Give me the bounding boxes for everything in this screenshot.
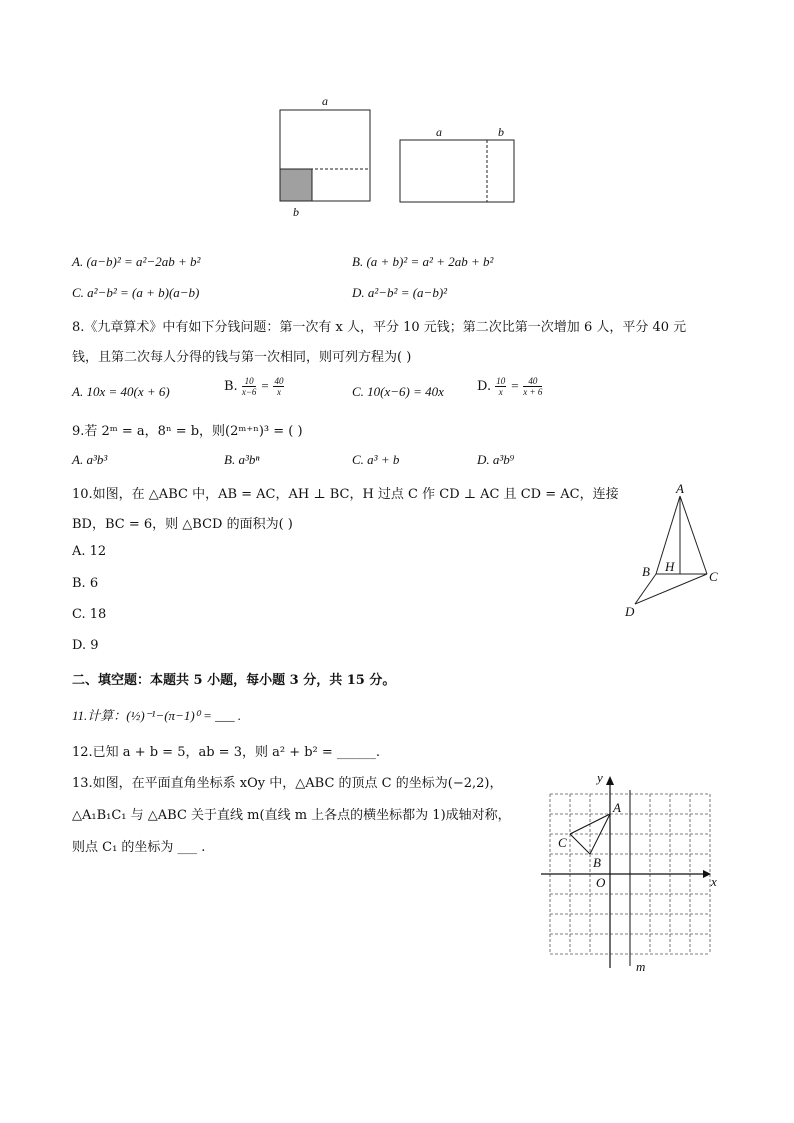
q8-option-a: A. 10x = 40(x + 6) — [72, 384, 170, 399]
label-point-b: B — [642, 564, 650, 579]
section-2-heading: 二、填空题：本题共 5 小题，每小题 3 分，共 15 分。 — [72, 673, 396, 688]
label-point-a: A — [676, 481, 684, 496]
q8-option-d — [477, 376, 542, 397]
segment-bc — [570, 834, 590, 854]
label-point-h: H — [665, 559, 675, 574]
q13-stem-line3: 则点 C₁ 的坐标为 ___ . — [72, 840, 206, 855]
q8-b-frac2: $\frac{40}{x}$ — [274, 376, 284, 397]
squares-figure — [270, 92, 530, 222]
label-b-right: b — [498, 125, 504, 139]
q10-option-b: B. 6 — [72, 576, 99, 591]
q13-stem-line1: 13.如图，在平面直角坐标系 xOy 中，△ABC 的顶点 C 的坐标为(−2,2)， — [72, 776, 503, 791]
label-b: B — [593, 855, 601, 870]
q7-option-d: D. a²−b² = (a−b)² — [352, 285, 448, 300]
q9-option-a: A. a³b³ — [72, 452, 108, 467]
q9-option-d: D. a³b⁹ — [477, 452, 515, 467]
q10-stem-line1: 10.如图，在 △ABC 中，AB = AC，AH ⊥ BC，H 过点 C 作 CD ⊥ AC 且 CD = AC，连接 — [72, 487, 619, 502]
label-m: m — [636, 959, 646, 974]
q8-b-prefix: B. — [224, 379, 238, 394]
q8-stem-line2: 钱，且第二次每人分得的钱与第一次相同，则可列方程为( ) — [72, 350, 412, 365]
q8-d-frac2: $\frac{40}{x + 6}$ — [523, 376, 543, 397]
q7-option-b: B. (a + b)² = a² + 2ab + b² — [352, 254, 494, 269]
q10-option-a: A. 12 — [72, 544, 107, 559]
label-point-c: C — [709, 569, 718, 584]
q9-option-c: C. a³ + b — [352, 452, 400, 467]
q8-stem-line1: 8.《九章算术》中有如下分钱问题：第一次有 x 人，平分 10 元钱；第二次比第一次增加 6 人，平分 40 元 — [72, 320, 687, 335]
coordinate-grid-figure — [535, 768, 730, 978]
q10-option-c: C. 18 — [72, 607, 107, 622]
q8-d-frac1: $\frac{10}{x}$ — [496, 376, 506, 397]
y-axis-arrow — [606, 776, 614, 785]
label-c: C — [558, 835, 567, 850]
label-b-left: b — [293, 205, 299, 219]
q8-d-prefix: D. — [477, 379, 492, 394]
q9-option-b: B. a³bⁿ — [224, 452, 260, 467]
label-point-d: D — [625, 604, 635, 619]
q7-option-c: C. a²−b² = (a + b)(a−b) — [72, 285, 200, 300]
label-a-right: a — [436, 125, 442, 139]
q10-option-d: D. 9 — [72, 638, 99, 653]
label-a: A — [613, 800, 621, 815]
shaded-small-square — [280, 169, 312, 201]
q9-stem: 9.若 2ᵐ = a，8ⁿ = b，则(2ᵐ⁺ⁿ)³ = ( ) — [72, 424, 303, 439]
q7-option-a: A. (a−b)² = a²−2ab + b² — [72, 254, 201, 269]
q8-option-b — [224, 376, 284, 397]
q8-d-eq: = — [510, 378, 520, 393]
label-o: O — [596, 875, 606, 890]
segment-ac — [680, 496, 707, 574]
triangle-figure — [618, 478, 728, 624]
q8-option-c: C. 10(x−6) = 40x — [352, 384, 444, 399]
rectangle-right — [400, 140, 514, 202]
label-x: x — [711, 874, 717, 889]
q13-stem-line2: △A₁B₁C₁ 与 △ABC 关于直线 m(直线 m 上各点的横坐标都为 1)成轴对称， — [72, 808, 511, 823]
q12: 12.已知 a + b = 5，ab = 3，则 a² + b² = ______. — [72, 745, 381, 760]
q10-stem-line2: BD，BC = 6，则 △BCD 的面积为( ) — [72, 517, 293, 532]
q8-b-eq: = — [260, 378, 270, 393]
label-y: y — [597, 770, 603, 785]
label-a-left: a — [322, 94, 328, 108]
q8-b-frac1: $\frac{10}{x-6}$ — [241, 376, 257, 397]
q11: 11.计算：(½)⁻¹−(π−1)⁰ = ___ . — [72, 708, 242, 723]
